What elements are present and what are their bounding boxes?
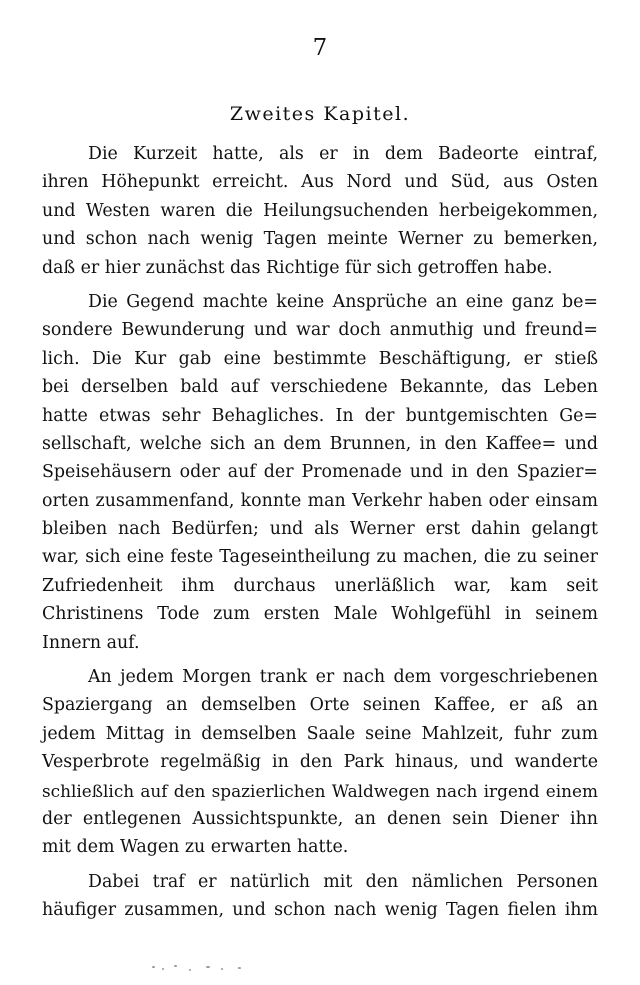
text-line: Dabei traf er natürlich mit den nämlichen Personen (88, 871, 598, 892)
text-line: war, sich eine feste Tageseintheilung zu machen, die zu seiner (42, 547, 598, 568)
text-line: Christinens Tode zum ersten Male Wohlgefühl in seinem (42, 604, 598, 625)
text-line: jedem Mittag in demselben Saale seine Mahlzeit, fuhr zum (42, 723, 598, 744)
page-number: 7 (312, 35, 328, 61)
paragraph-1 (42, 140, 598, 282)
text-line: mit dem Wagen zu erwarten hatte. (42, 837, 349, 858)
paragraph-3 (42, 663, 598, 862)
text-line: bleiben nach Bedürfen; und als Werner erst dahin gelangt (42, 519, 598, 540)
paragraph-2 (42, 288, 598, 657)
text-line: An jedem Morgen trank er nach dem vorgeschriebenen (88, 667, 598, 688)
paper-speckles (148, 963, 258, 973)
text-line: häufiger zusammen, und schon nach wenig Tagen fielen ihm (42, 900, 598, 921)
text-line: Innern auf. (42, 632, 140, 653)
text-line: sondere Bewunderung und war doch anmuthig und freund= (42, 320, 598, 341)
text-line: schließlich auf den spazierlichen Waldwegen nach irgend einem (42, 780, 598, 801)
text-line: orten zusammenfand, konnte man Verkehr haben oder einsam (42, 490, 598, 511)
text-line: daß er hier zunächst das Richtige für sich getroffen habe. (42, 257, 553, 278)
text-line: hatte etwas sehr Behagliches. In der buntgemischten Ge= (42, 405, 598, 426)
chapter-title: Zweites Kapitel. (229, 103, 411, 125)
text-line: und schon nach wenig Tagen meinte Werner zu bemerken, (42, 229, 598, 250)
paragraph-4 (42, 868, 598, 925)
text-line: Die Gegend machte keine Ansprüche an eine ganz be= (88, 291, 598, 312)
text-line: und Westen waren die Heilungsuchenden herbeigekommen, (42, 200, 598, 221)
text-line: Spaziergang an demselben Orte seinen Kaffee, er aß an (42, 695, 598, 716)
text-line: Speisehäusern oder auf der Promenade und in den Spazier= (42, 462, 598, 483)
text-line: Zufriedenheit ihm durchaus unerläßlich war, kam seit (42, 575, 598, 596)
text-line: Die Kurzeit hatte, als er in dem Badeorte eintraf, (88, 144, 598, 164)
text-line: ihren Höhepunkt erreicht. Aus Nord und Süd, aus Osten (42, 172, 598, 193)
text-line: lich. Die Kur gab eine bestimmte Beschäftigung, er stieß (42, 348, 598, 369)
text-line: bei derselben bald auf verschiedene Bekannte, das Leben (42, 377, 598, 398)
body-text (42, 140, 598, 925)
text-line: sellschaft, welche sich an dem Brunnen, in den Kaffee= und (42, 433, 598, 454)
text-line: der entlegenen Aussichtspunkte, an denen sein Diener ihn (42, 808, 598, 829)
text-line: Vesperbrote regelmäßig in den Park hinaus, und wanderte (42, 752, 598, 773)
